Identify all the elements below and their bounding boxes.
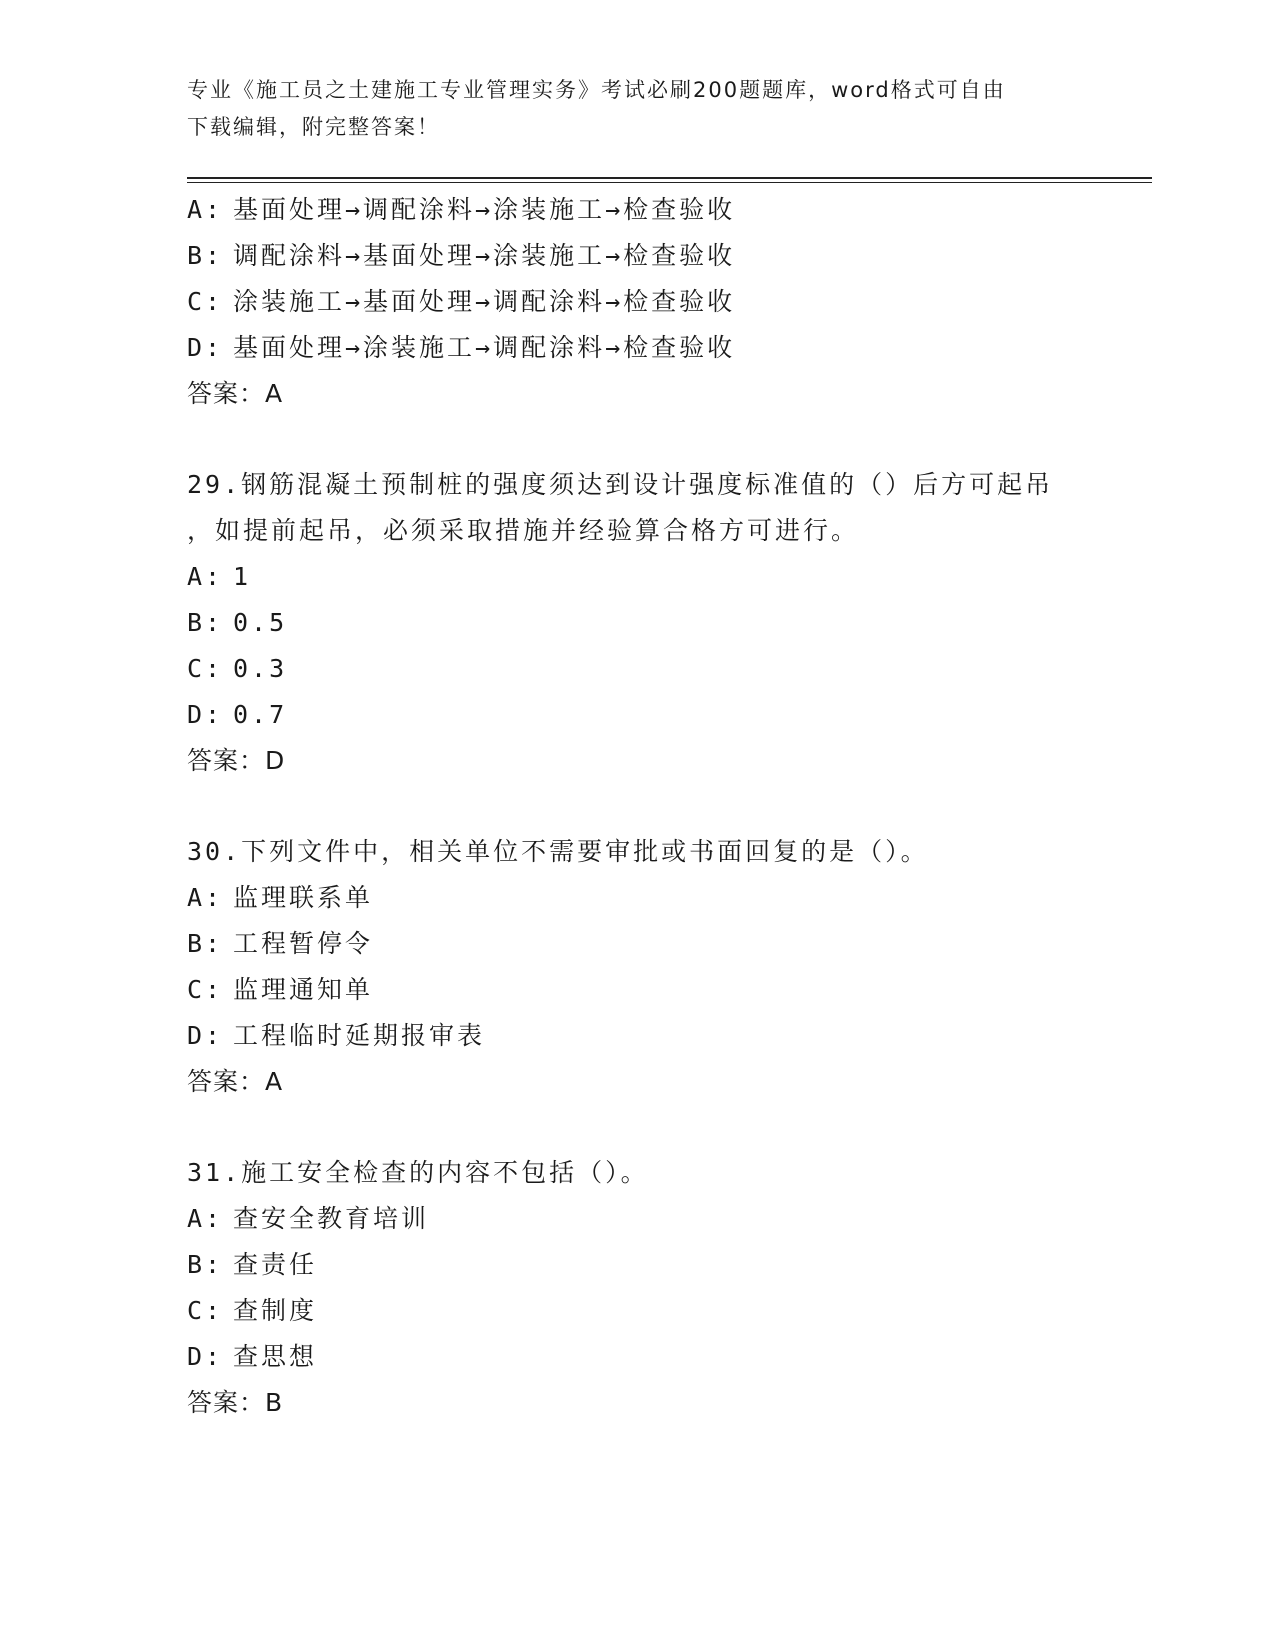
answer-label: 答案：: [187, 379, 266, 408]
option-key: C:: [187, 287, 224, 316]
question-30: [187, 829, 1152, 1105]
option-text: 工程暂停令: [233, 929, 374, 958]
option-key: D:: [187, 1021, 224, 1050]
option-text: 涂装施工→基面处理→调配涂料→检查验收: [233, 287, 736, 316]
question-stem-line-1: 29.钢筋混凝土预制桩的强度须达到设计强度标准值的（）后方可起吊: [187, 470, 1054, 499]
option-key: A:: [187, 562, 224, 591]
question-stem-line-1: 31.施工安全检查的内容不包括（）。: [187, 1158, 649, 1187]
answer-value: A: [265, 1067, 284, 1096]
question-31: [187, 1150, 1152, 1426]
option-text: 工程临时延期报审表: [233, 1021, 486, 1050]
document-header: [187, 72, 1087, 146]
option-key: D:: [187, 700, 224, 729]
option-key: B:: [187, 929, 224, 958]
answer-line: [187, 1059, 1152, 1105]
question-list: [187, 187, 1152, 1426]
option-a: [187, 875, 1152, 921]
header-divider: [187, 177, 1152, 183]
answer-label: 答案：: [187, 746, 266, 775]
header-line-2: 下载编辑，附完整答案！: [187, 115, 440, 139]
spacer: [187, 417, 1152, 462]
option-b: [187, 1242, 1152, 1288]
spacer: [187, 784, 1152, 829]
option-key: A:: [187, 1204, 224, 1233]
option-text: 0.7: [233, 700, 288, 729]
option-key: C:: [187, 654, 224, 683]
option-key: A:: [187, 883, 224, 912]
answer-line: [187, 738, 1152, 784]
option-a: [187, 187, 1152, 233]
answer-label: 答案：: [187, 1067, 266, 1096]
option-text: 查思想: [233, 1342, 318, 1371]
option-b: [187, 233, 1152, 279]
option-key: A:: [187, 195, 224, 224]
option-c: [187, 646, 1152, 692]
option-a: [187, 1196, 1152, 1242]
question-stem-line-2: ，如提前起吊，必须采取措施并经验算合格方可进行。: [187, 516, 860, 545]
option-key: C:: [187, 1296, 224, 1325]
option-text: 查制度: [233, 1296, 318, 1325]
option-d: [187, 692, 1152, 738]
option-key: B:: [187, 241, 224, 270]
option-b: [187, 600, 1152, 646]
option-key: D:: [187, 333, 224, 362]
spacer: [187, 1105, 1152, 1150]
option-d: [187, 1013, 1152, 1059]
option-a: [187, 554, 1152, 600]
answer-value: D: [265, 746, 286, 775]
option-key: B:: [187, 608, 224, 637]
answer-line: [187, 371, 1152, 417]
answer-line: [187, 1380, 1152, 1426]
option-c: [187, 967, 1152, 1013]
question-28: [187, 187, 1152, 417]
option-key: D:: [187, 1342, 224, 1371]
option-key: C:: [187, 975, 224, 1004]
option-text: 0.3: [233, 654, 288, 683]
question-stem-line-1: 30.下列文件中，相关单位不需要审批或书面回复的是（）。: [187, 837, 929, 866]
option-text: 1: [233, 562, 252, 591]
header-line-1: 专业《施工员之土建施工专业管理实务》考试必刷200题题库，word格式可自由: [187, 78, 1006, 102]
option-key: B:: [187, 1250, 224, 1279]
option-text: 监理通知单: [233, 975, 374, 1004]
option-text: 查安全教育培训: [233, 1204, 430, 1233]
answer-label: 答案：: [187, 1388, 266, 1417]
question-29: [187, 462, 1152, 784]
answer-value: A: [265, 379, 284, 408]
option-d: [187, 1334, 1152, 1380]
option-text: 查责任: [233, 1250, 318, 1279]
option-text: 调配涂料→基面处理→涂装施工→检查验收: [233, 241, 736, 270]
option-d: [187, 325, 1152, 371]
option-b: [187, 921, 1152, 967]
answer-value: B: [265, 1388, 284, 1417]
option-text: 基面处理→涂装施工→调配涂料→检查验收: [233, 333, 736, 362]
option-text: 0.5: [233, 608, 288, 637]
option-text: 基面处理→调配涂料→涂装施工→检查验收: [233, 195, 736, 224]
option-text: 监理联系单: [233, 883, 374, 912]
option-c: [187, 1288, 1152, 1334]
option-c: [187, 279, 1152, 325]
